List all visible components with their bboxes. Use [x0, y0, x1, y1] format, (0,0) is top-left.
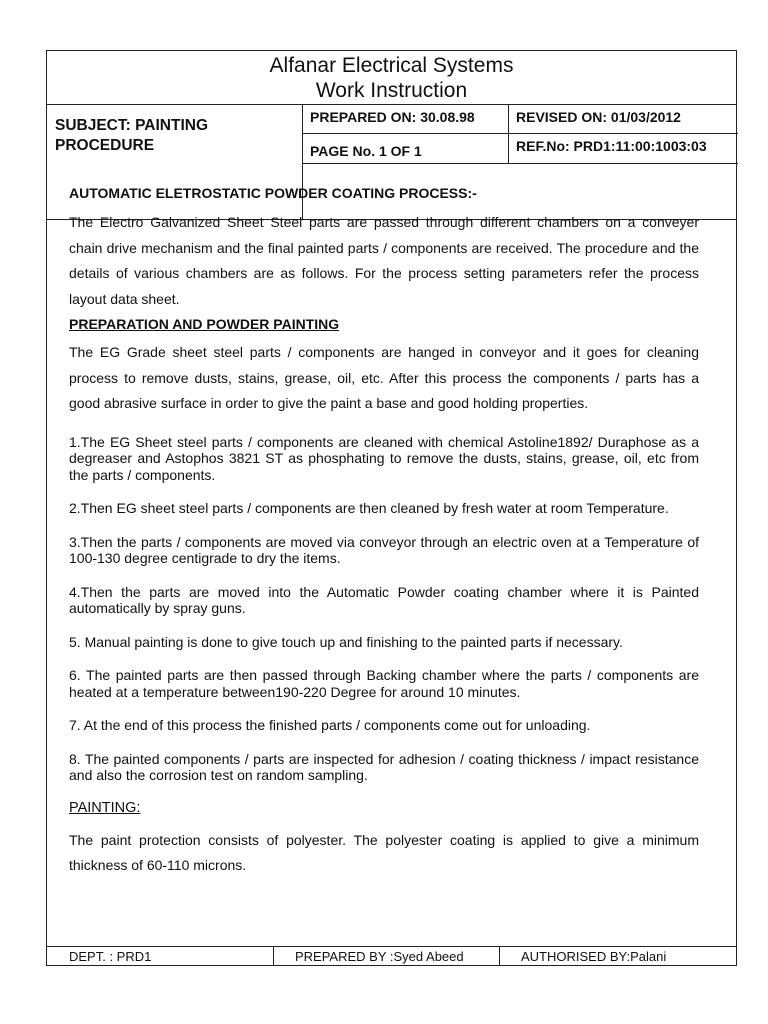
document-frame — [46, 50, 737, 966]
reference-number: REF.No: PRD1:11:00:1003:03 — [509, 134, 738, 164]
intro-paragraph: The Electro Galvanized Sheet Steel parts are passed through different chambers on a conveyer chain drive mechanism and the final painted parts / components are received. The procedure and the details of various chambers are as follows. For the process setting parameters refer the process layout data sheet. — [69, 214, 699, 307]
footer-divider — [273, 947, 274, 965]
prepared-on: PREPARED ON: 30.08.98 — [303, 104, 509, 134]
footer-dept: DEPT. : PRD1 — [69, 949, 152, 964]
page-number: PAGE No. 1 OF 1 — [303, 134, 509, 164]
step-5: 5. Manual painting is done to give touch up and finishing to the painted parts if necessary. — [69, 633, 623, 650]
step-7: 7. At the end of this process the finished parts / components come out for unloading. — [69, 717, 591, 733]
footer-prepared-by: PREPARED BY :Syed Abeed — [295, 949, 464, 964]
company-name: Alfanar Electrical Systems — [269, 54, 514, 77]
revised-on: REVISED ON: 01/03/2012 — [509, 104, 738, 134]
heading-preparation: PREPARATION AND POWDER PAINTING — [69, 316, 340, 332]
title-block — [47, 51, 736, 105]
document-body — [69, 185, 699, 879]
step-2: 2.Then EG sheet steel parts / components are then cleaned by fresh water at room Temperature. — [69, 500, 669, 516]
footer-divider — [499, 947, 500, 965]
footer-table — [46, 946, 737, 966]
preparation-paragraph: The EG Grade sheet steel parts / components are hanged in conveyor and it goes for cleaning process to remove dusts, stains, grease, oil, etc. After this process the components / parts has a good abrasive surface in order to give the paint a base and good holding properties. — [69, 344, 699, 411]
subject-line1: SUBJECT: PAINTING — [55, 117, 209, 134]
document-type: Work Instruction — [315, 79, 468, 102]
step-3: 3.Then the parts / components are moved via conveyor through an electric oven at a Temperature of 100-130 degree centigrade to dry the items. — [69, 533, 699, 566]
subject-line2: PROCEDURE — [55, 137, 155, 154]
step-4: 4.Then the parts are moved into the Automatic Powder coating chamber where it is Painted automatically by spray guns. — [69, 583, 699, 616]
painting-paragraph: The paint protection consists of polyester. The polyester coating is applied to give a minimum thickness of 60-110 microns. — [69, 831, 699, 873]
footer-authorised-by: AUTHORISED BY:Palani — [521, 949, 667, 964]
heading-powder-coating: AUTOMATIC ELETROSTATIC POWDER COATING PROCESS:- — [69, 185, 477, 201]
step-1: 1.The EG Sheet steel parts / components are cleaned with chemical Astoline1892/ Duraphose as a degreaser and Astophos 3821 ST as phosphating to remove the dusts, stains, grease, oil, etc from the parts / components. — [69, 433, 699, 483]
step-6: 6. The painted parts are then passed through Backing chamber where the parts / components are heated at a temperature between190-220 Degree for around 10 minutes. — [69, 667, 699, 700]
step-8: 8. The painted components / parts are inspected for adhesion / coating thickness / impact resistance and also the corrosion test on random sampling. — [69, 750, 699, 783]
heading-painting: PAINTING: — [69, 799, 141, 816]
